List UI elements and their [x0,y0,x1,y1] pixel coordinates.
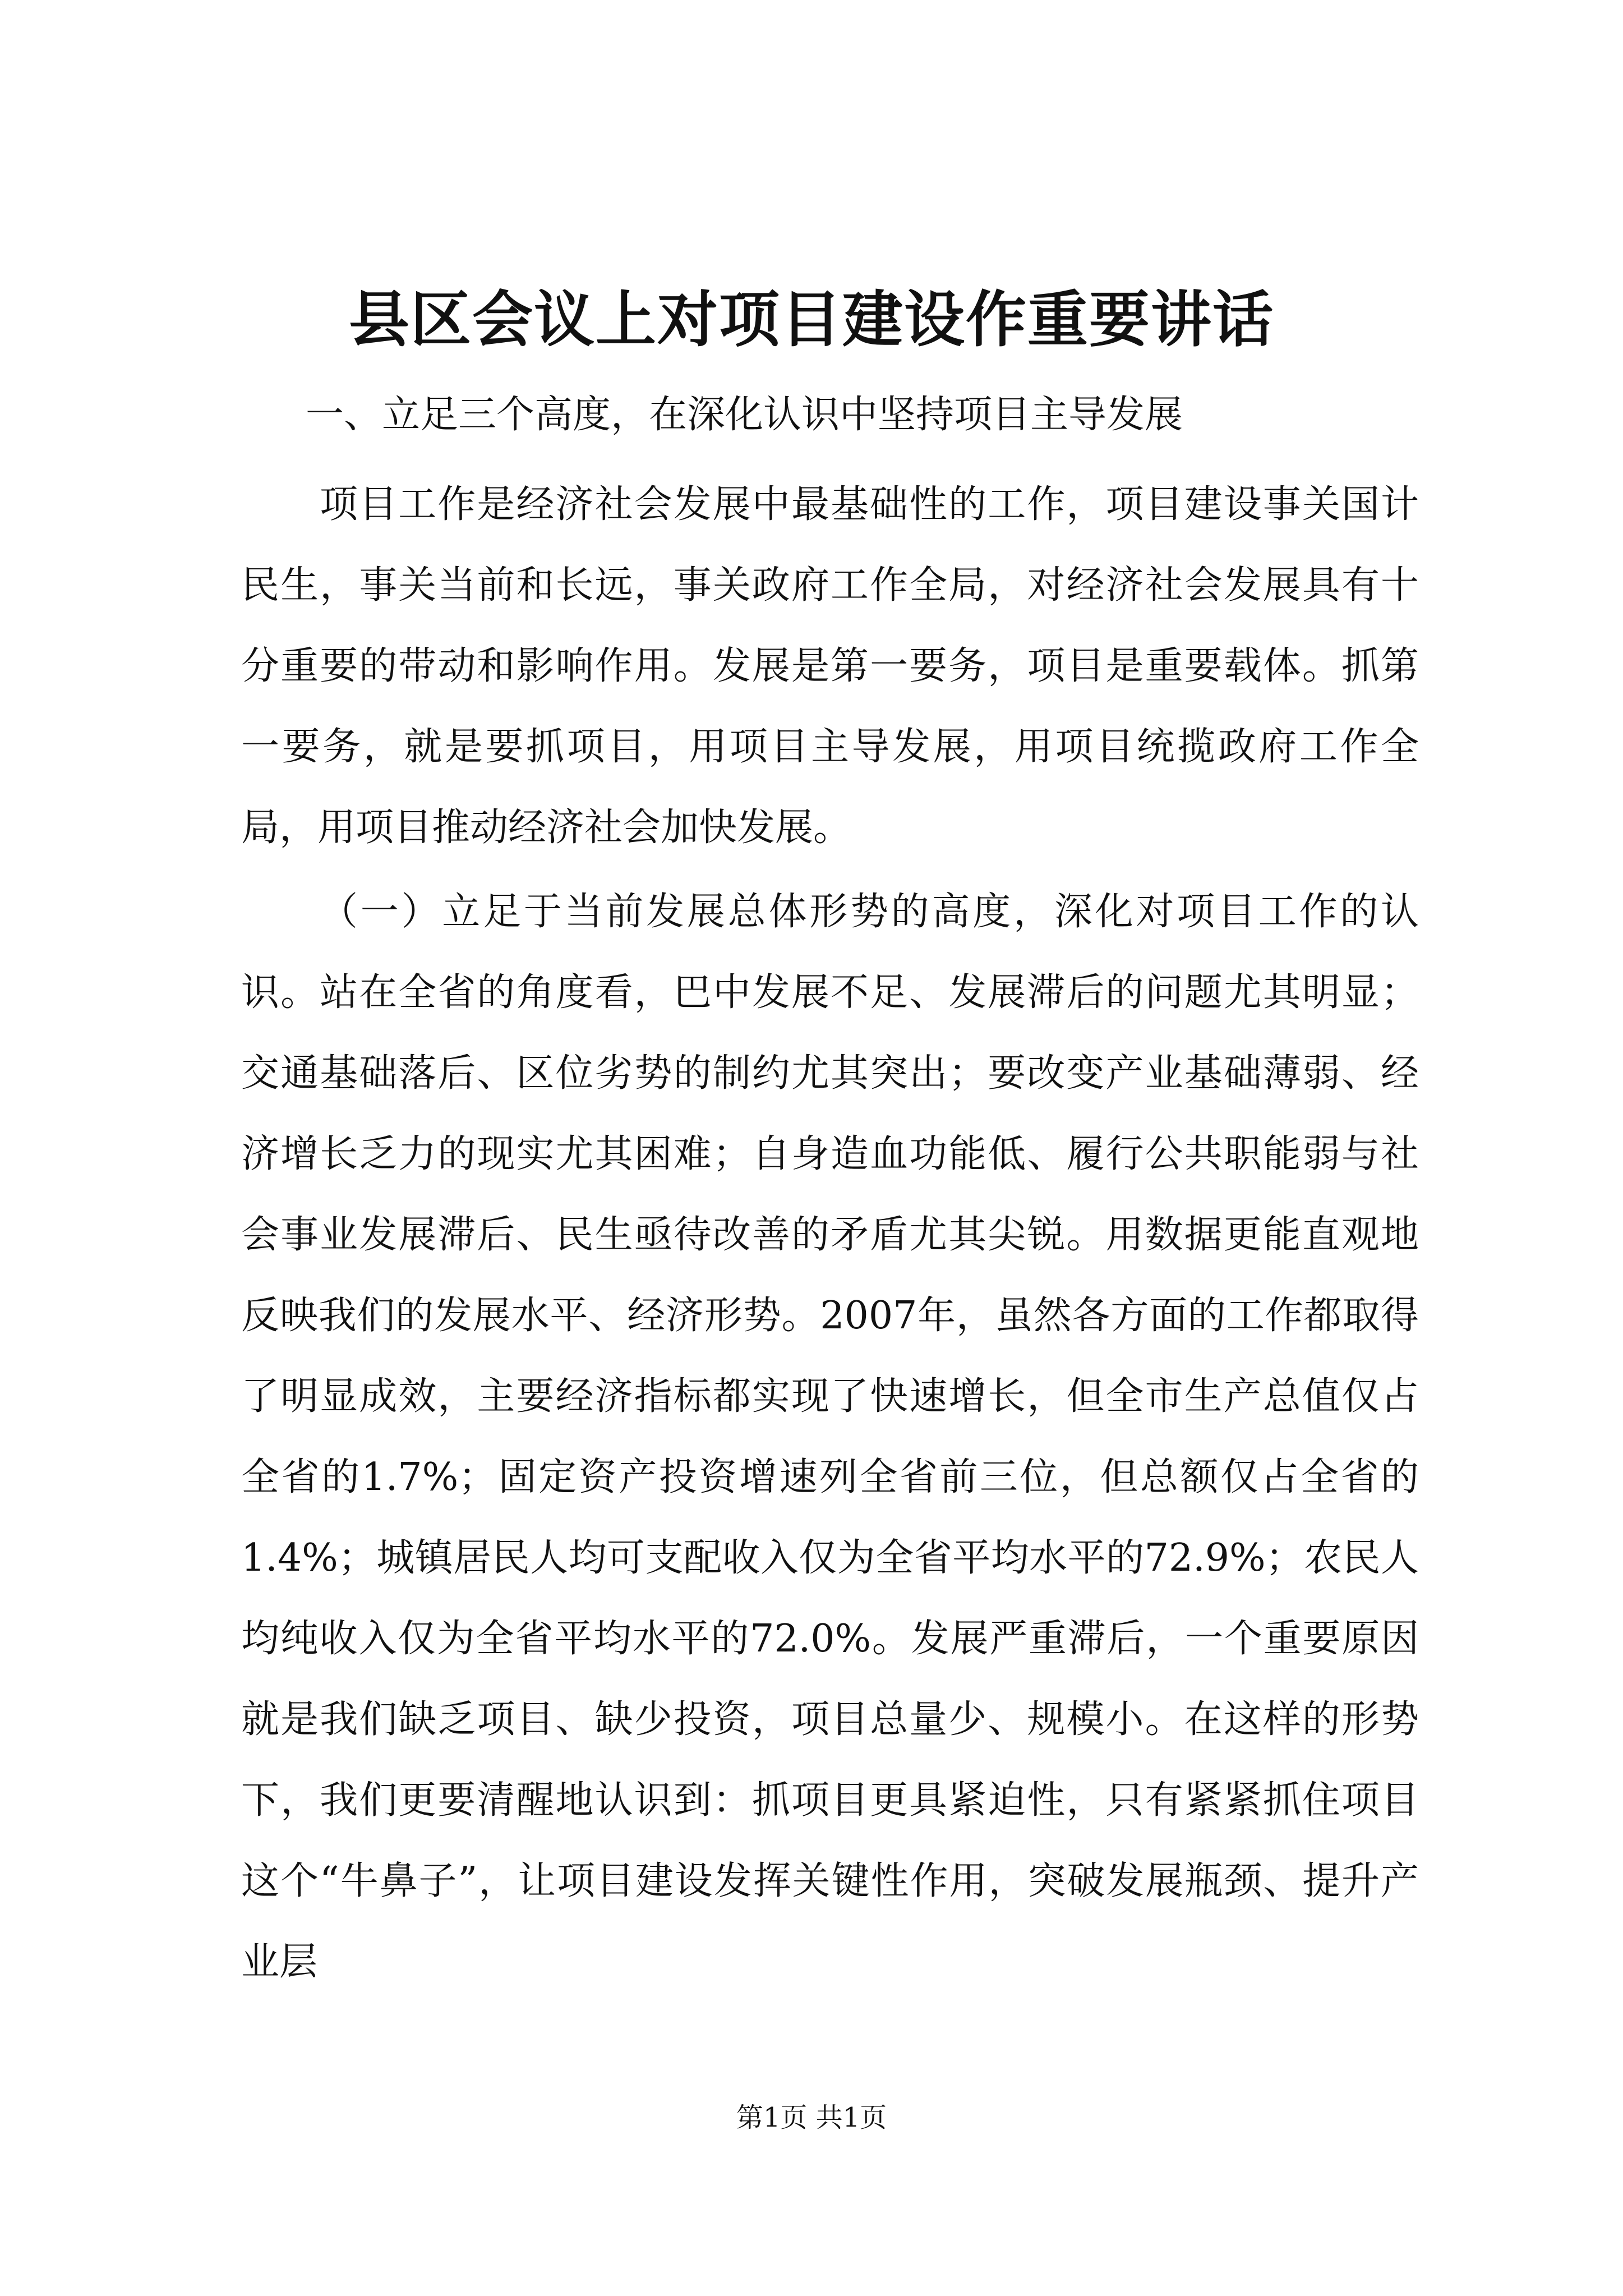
section-heading: 一、立足三个高度，在深化认识中坚持项目主导发展 [306,393,1183,437]
page-footer: 第1页 共1页 [736,2102,887,2133]
body-paragraph-2: （一）立足于当前发展总体形势的高度，深化对项目工作的认识。站在全省的角度看，巴中发展不足、发展滞后的问题尤其明显；交通基础落后、区位劣势的制约尤其突出；要改变产业基础薄弱、经济增长乏力的现实尤其困难；自身造血功能低、履行公共职能弱与社会事业发展滞后、民生亟待改善的矛盾尤其尖锐。用数据更能直观地反映我们的发展水平、经济形势。2007年，虽然各方面的工作都取得了明显成效，主要经济指标都实现了快速增长，但全市生产总值仅占全省的1.7%；固定资产投资增速列全省前三位，但总额仅占全省的1.4%；城镇居民人均可支配收入仅为全省平均水平的72.9%；农民人均纯收入仅为全省平均水平的72.0%。发展严重滞后，一个重要原因就是我们缺乏项目、缺少投资，项目总量少、规模小。在这样的形势下，我们更要清醒地认识到：抓项目更具紧迫性，只有紧紧抓住项目这个“牛鼻子”，让项目建设发挥关键性作用，突破发展瓶颈、提升产业层 [241,890,1419,1984]
document-title: 县区会议上对项目建设作重要讲话 [348,284,1274,355]
body-paragraph-1: 项目工作是经济社会发展中最基础性的工作，项目建设事关国计民生，事关当前和长远，事关政府工作全局，对经济社会发展具有十分重要的带动和影响作用。发展是第一要务，项目是重要载体。抓第一要务，就是要抓项目，用项目主导发展，用项目统揽政府工作全局，用项目推动经济社会加快发展。 [241,482,1419,850]
